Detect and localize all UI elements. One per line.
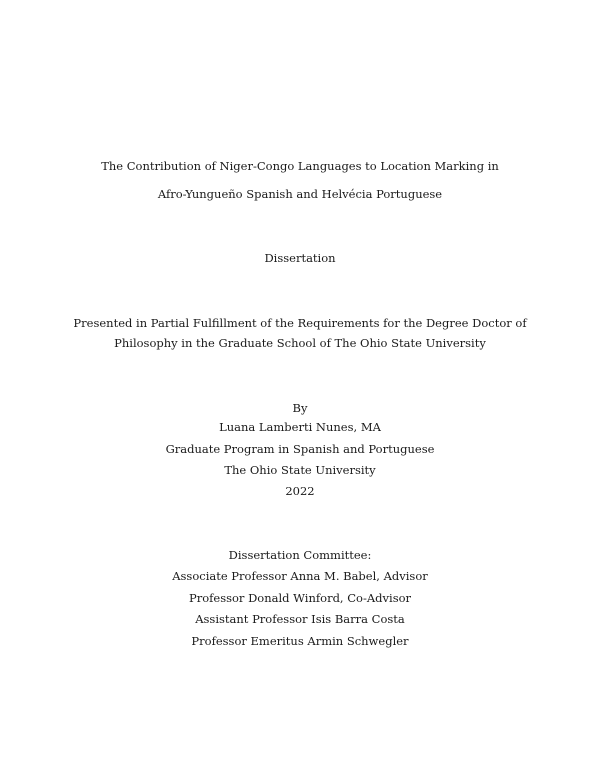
author-name: Luana Lamberti Nunes, MA [219, 420, 381, 434]
presented-line-2: Philosophy in the Graduate School of The Ohio State University [114, 336, 486, 350]
year: 2022 [285, 484, 315, 498]
presented-line-1: Presented in Partial Fulfillment of the Requirements for the Degree Doctor of [73, 316, 527, 330]
by-label: By [292, 401, 308, 415]
university: The Ohio State University [224, 463, 376, 477]
title-line-1: The Contribution of Niger-Congo Languages to Location Marking in [101, 159, 499, 173]
committee-member: Associate Professor Anna M. Babel, Advisor [172, 569, 428, 583]
committee-member: Assistant Professor Isis Barra Costa [195, 612, 405, 626]
committee-heading: Dissertation Committee: [228, 548, 372, 562]
graduate-program: Graduate Program in Spanish and Portuguese [165, 442, 435, 456]
committee-member: Professor Donald Winford, Co-Advisor [188, 591, 412, 605]
title-line-2: Afro-Yungueño Spanish and Helvécia Portuguese [157, 187, 443, 201]
document-type: Dissertation [264, 251, 336, 265]
committee-member: Professor Emeritus Armin Schwegler [191, 634, 409, 648]
